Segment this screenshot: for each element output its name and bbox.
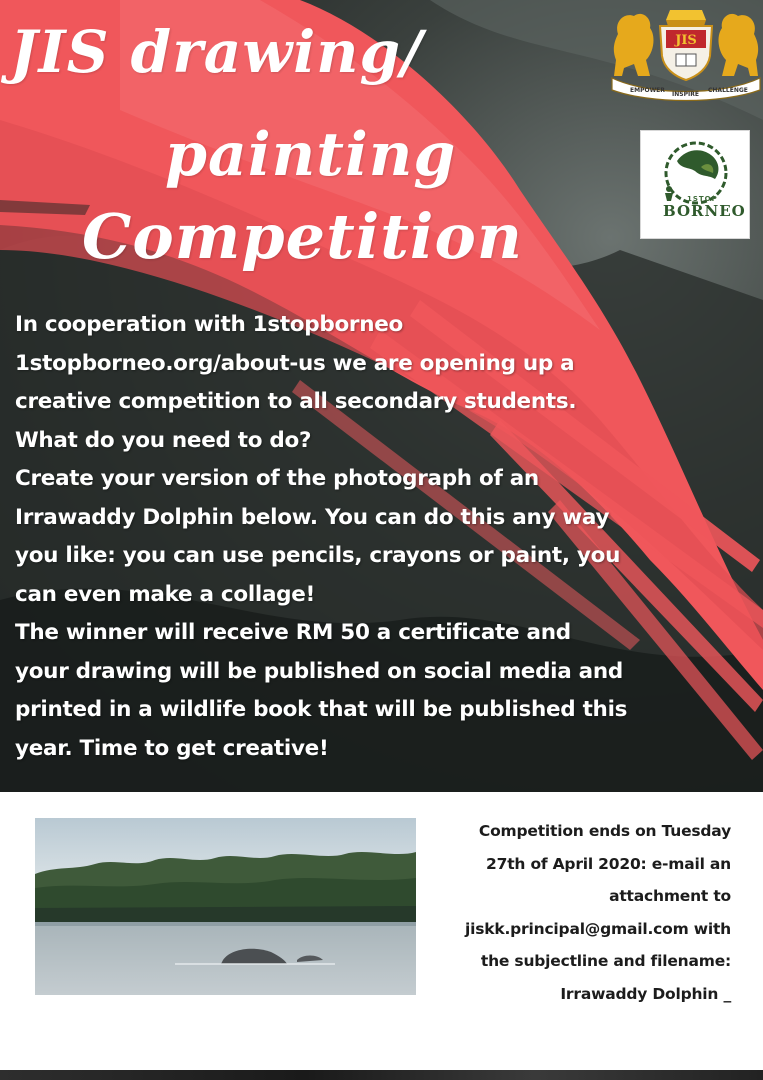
- description-line: year. Time to get creative!: [15, 735, 329, 761]
- competition-deadline-info: [411, 815, 731, 1010]
- description-line: 1stopborneo.org/about-us we are opening up a: [15, 350, 575, 376]
- title-line-2: painting: [165, 120, 457, 190]
- irrawaddy-dolphin-photo: [35, 818, 416, 995]
- filename-line: Irrawaddy Dolphin _: [560, 984, 731, 1003]
- jis-motto-middle: INSPIRE: [672, 91, 699, 98]
- description-line: The winner will receive RM 50 a certificate and: [15, 620, 571, 645]
- description-line: printed in a wildlife book that will be published this: [15, 697, 628, 722]
- description-line: creative competition to all secondary students.: [15, 389, 577, 414]
- description-line: can even make a collage!: [15, 581, 316, 607]
- description-line: you like: you can use pencils, crayons or paint, you: [15, 543, 621, 568]
- borneo-name-text: BORNEO: [663, 202, 746, 220]
- description-line: What do you need to do?: [15, 427, 312, 453]
- bottom-decorative-strip: [0, 1070, 763, 1080]
- jis-initials: JIS: [675, 33, 697, 48]
- description-line: Irrawaddy Dolphin below. You can do this any way: [15, 504, 610, 530]
- email-address-line: jiskk.principal@gmail.com with: [465, 919, 731, 938]
- description-line: your drawing will be published on social media and: [15, 658, 623, 684]
- description-line: In cooperation with 1stopborneo: [15, 312, 403, 337]
- description-line: Create your version of the photograph of an: [15, 466, 539, 491]
- deadline-line: 27th of April 2020: e-mail an: [486, 854, 731, 873]
- borneo-small-text: 1STOP: [687, 195, 718, 203]
- title-line-1: JIS drawing/: [10, 18, 424, 86]
- title-line-3: Competition: [82, 200, 523, 273]
- jis-crest-logo: [610, 4, 762, 102]
- deadline-line: Competition ends on Tuesday: [478, 822, 731, 840]
- jis-motto-left: EMPOWER: [630, 87, 665, 94]
- 1stopborneo-logo: [640, 130, 750, 239]
- competition-description: [15, 306, 755, 768]
- deadline-line: the subjectline and filename:: [480, 952, 731, 970]
- jis-motto-right: CHALLENGE: [708, 87, 748, 94]
- deadline-line: attachment to: [609, 887, 731, 905]
